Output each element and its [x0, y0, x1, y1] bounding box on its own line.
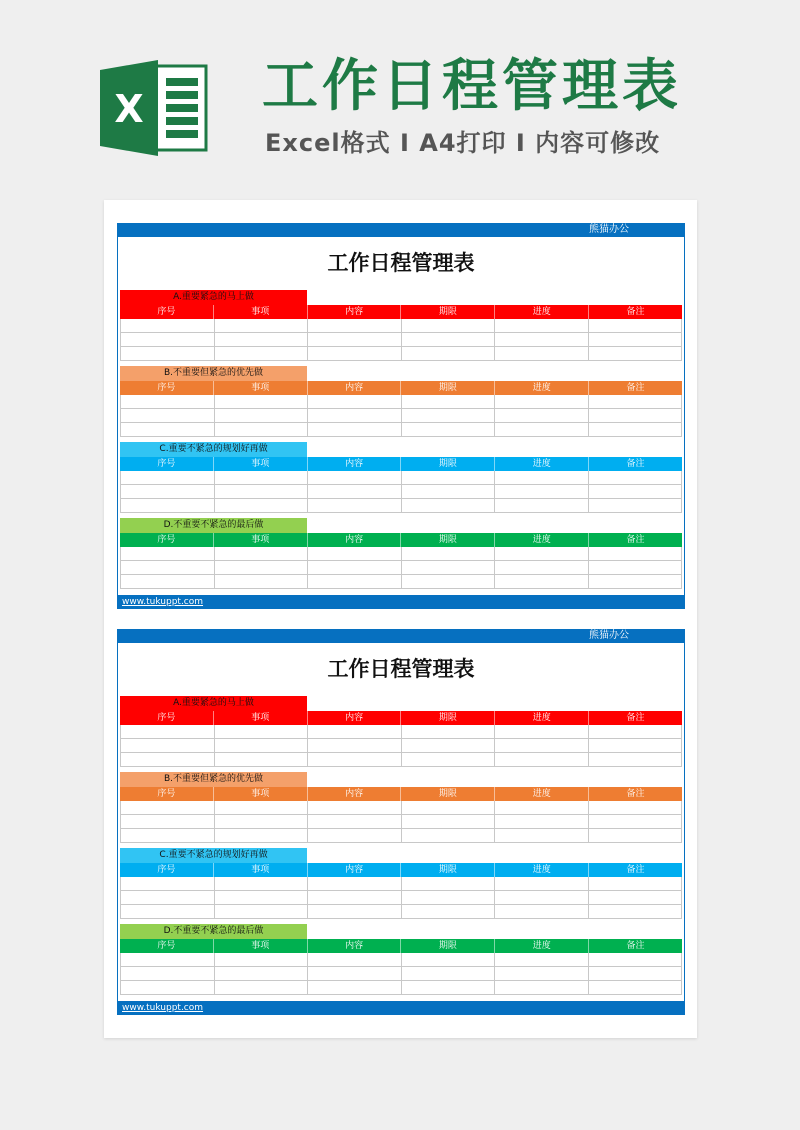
column-header: 序号	[120, 787, 214, 801]
table-cell[interactable]	[308, 829, 402, 843]
table-cell[interactable]	[495, 423, 589, 437]
table-cell[interactable]	[120, 753, 215, 767]
section-header-row	[120, 863, 682, 877]
column-header: 进度	[495, 533, 589, 547]
table-cell[interactable]	[308, 395, 402, 409]
table-row	[120, 547, 682, 561]
table-row	[120, 815, 682, 829]
document-paper	[104, 200, 697, 1038]
section-label: C.重要不紧急的规划好再做	[120, 848, 307, 863]
table-cell[interactable]	[402, 829, 496, 843]
table-cell[interactable]	[495, 319, 589, 333]
sheet-bottom-bar	[117, 595, 685, 609]
website-link[interactable]: www.tukuppt.com	[122, 1003, 204, 1013]
column-header: 事项	[214, 533, 308, 547]
table-cell[interactable]	[120, 347, 215, 361]
schedule-sheet-1	[117, 223, 685, 609]
column-header: 内容	[308, 381, 402, 395]
table-row	[120, 395, 682, 409]
table-cell[interactable]	[589, 725, 683, 739]
table-cell[interactable]	[402, 485, 496, 499]
column-header: 事项	[214, 787, 308, 801]
sheet-title: 工作日程管理表	[327, 251, 475, 275]
column-header: 期限	[401, 711, 495, 725]
table-cell[interactable]	[402, 575, 496, 589]
table-cell[interactable]	[402, 333, 496, 347]
table-cell[interactable]	[589, 891, 683, 905]
column-header: 事项	[214, 939, 308, 953]
section-header-row	[120, 533, 682, 547]
table-cell[interactable]	[215, 471, 309, 485]
column-header: 事项	[214, 711, 308, 725]
column-header: 序号	[120, 863, 214, 877]
table-cell[interactable]	[495, 561, 589, 575]
column-header: 序号	[120, 381, 214, 395]
table-cell[interactable]	[402, 471, 496, 485]
table-cell[interactable]	[215, 395, 309, 409]
table-cell[interactable]	[402, 725, 496, 739]
table-cell[interactable]	[215, 561, 309, 575]
table-cell[interactable]	[308, 967, 402, 981]
table-cell[interactable]	[589, 547, 683, 561]
table-cell[interactable]	[495, 347, 589, 361]
table-row	[120, 423, 682, 437]
table-cell[interactable]	[215, 575, 309, 589]
table-cell[interactable]	[495, 967, 589, 981]
table-cell[interactable]	[402, 423, 496, 437]
table-cell[interactable]	[402, 347, 496, 361]
table-cell[interactable]	[308, 347, 402, 361]
table-row	[120, 967, 682, 981]
sheet-border-right	[684, 643, 685, 1001]
excel-logo-icon	[100, 58, 210, 158]
section-label: B.不重要但紧急的优先做	[120, 366, 307, 381]
table-cell[interactable]	[402, 801, 496, 815]
table-row	[120, 905, 682, 919]
table-row	[120, 347, 682, 361]
table-cell[interactable]	[308, 561, 402, 575]
table-cell[interactable]	[402, 981, 496, 995]
brand-label: 熊猫办公	[589, 224, 629, 235]
section-label: A.重要紧急的马上做	[120, 290, 307, 305]
table-cell[interactable]	[215, 877, 309, 891]
table-cell[interactable]	[120, 905, 215, 919]
column-header: 进度	[495, 863, 589, 877]
table-cell[interactable]	[215, 967, 309, 981]
table-cell[interactable]	[495, 877, 589, 891]
table-row	[120, 981, 682, 995]
column-header: 期限	[401, 457, 495, 471]
section-header-row	[120, 711, 682, 725]
table-cell[interactable]	[589, 575, 683, 589]
table-cell[interactable]	[495, 499, 589, 513]
table-row	[120, 753, 682, 767]
table-cell[interactable]	[120, 575, 215, 589]
column-header: 期限	[401, 305, 495, 319]
table-cell[interactable]	[402, 891, 496, 905]
table-cell[interactable]	[120, 409, 215, 423]
table-cell[interactable]	[215, 953, 309, 967]
table-cell[interactable]	[215, 319, 309, 333]
table-cell[interactable]	[589, 967, 683, 981]
table-cell[interactable]	[308, 575, 402, 589]
section-rows	[120, 547, 682, 589]
sheet-border-left	[117, 643, 118, 1001]
column-header: 序号	[120, 457, 214, 471]
column-header: 进度	[495, 381, 589, 395]
table-cell[interactable]	[308, 981, 402, 995]
column-header: 备注	[626, 535, 645, 545]
table-cell[interactable]	[308, 753, 402, 767]
section-header-row	[120, 305, 682, 319]
column-header: 序号	[120, 939, 214, 953]
table-cell[interactable]	[589, 333, 683, 347]
column-header: 期限	[401, 863, 495, 877]
column-header: 内容	[308, 787, 402, 801]
table-cell[interactable]	[215, 485, 309, 499]
table-cell[interactable]	[589, 905, 683, 919]
table-cell[interactable]	[402, 877, 496, 891]
table-row	[120, 485, 682, 499]
section-label: D.不重要不紧急的最后做	[120, 924, 307, 939]
table-row	[120, 953, 682, 967]
sheet-border-right	[684, 237, 685, 595]
table-cell[interactable]	[402, 319, 496, 333]
table-cell[interactable]	[215, 829, 309, 843]
section-label: A.重要紧急的马上做	[120, 696, 307, 711]
column-header: 备注	[626, 307, 645, 317]
table-cell[interactable]	[589, 829, 683, 843]
table-cell[interactable]	[120, 815, 215, 829]
table-cell[interactable]	[308, 905, 402, 919]
table-cell[interactable]	[215, 423, 309, 437]
table-cell[interactable]	[215, 499, 309, 513]
column-header: 序号	[120, 533, 214, 547]
column-header: 进度	[495, 305, 589, 319]
table-cell[interactable]	[402, 395, 496, 409]
section-rows	[120, 953, 682, 995]
column-header: 事项	[214, 305, 308, 319]
table-cell[interactable]	[589, 561, 683, 575]
table-cell[interactable]	[495, 981, 589, 995]
table-cell[interactable]	[120, 423, 215, 437]
sheet-border-left	[117, 237, 118, 595]
column-header: 序号	[120, 711, 214, 725]
column-header: 进度	[495, 711, 589, 725]
table-cell[interactable]	[495, 953, 589, 967]
table-cell[interactable]	[215, 815, 309, 829]
table-cell[interactable]	[495, 575, 589, 589]
table-cell[interactable]	[120, 561, 215, 575]
column-header: 内容	[308, 711, 402, 725]
table-cell[interactable]	[308, 319, 402, 333]
sheet-top-bar	[117, 223, 685, 237]
table-cell[interactable]	[589, 471, 683, 485]
sheet-top-bar	[117, 629, 685, 643]
column-header: 备注	[626, 865, 645, 875]
table-cell[interactable]	[120, 829, 215, 843]
table-cell[interactable]	[308, 877, 402, 891]
column-header: 内容	[308, 533, 402, 547]
table-row	[120, 801, 682, 815]
table-cell[interactable]	[215, 801, 309, 815]
table-cell[interactable]	[308, 485, 402, 499]
table-row	[120, 829, 682, 843]
table-cell[interactable]	[308, 333, 402, 347]
sheet-title: 工作日程管理表	[327, 657, 475, 681]
brand-label: 熊猫办公	[589, 630, 629, 641]
table-cell[interactable]	[589, 801, 683, 815]
table-cell[interactable]	[120, 333, 215, 347]
column-header: 事项	[214, 457, 308, 471]
table-row	[120, 561, 682, 575]
table-cell[interactable]	[120, 485, 215, 499]
table-cell[interactable]	[402, 967, 496, 981]
section-rows	[120, 471, 682, 513]
table-cell[interactable]	[308, 739, 402, 753]
svg-text:X: X	[114, 87, 144, 131]
table-cell[interactable]	[308, 801, 402, 815]
table-cell[interactable]	[402, 753, 496, 767]
table-cell[interactable]	[215, 347, 309, 361]
column-header: 内容	[308, 939, 402, 953]
column-header: 期限	[401, 939, 495, 953]
table-cell[interactable]	[120, 953, 215, 967]
table-row	[120, 891, 682, 905]
table-cell[interactable]	[495, 395, 589, 409]
table-cell[interactable]	[589, 347, 683, 361]
table-cell[interactable]	[308, 423, 402, 437]
column-header: 内容	[308, 863, 402, 877]
table-cell[interactable]	[120, 739, 215, 753]
table-cell[interactable]	[215, 905, 309, 919]
column-header: 期限	[401, 381, 495, 395]
table-cell[interactable]	[120, 725, 215, 739]
table-cell[interactable]	[495, 409, 589, 423]
table-cell[interactable]	[215, 739, 309, 753]
table-cell[interactable]	[120, 395, 215, 409]
section-header-row	[120, 787, 682, 801]
table-cell[interactable]	[495, 547, 589, 561]
table-cell[interactable]	[402, 561, 496, 575]
table-cell[interactable]	[308, 471, 402, 485]
sheet-bottom-bar	[117, 1001, 685, 1015]
table-cell[interactable]	[589, 423, 683, 437]
table-cell[interactable]	[120, 499, 215, 513]
table-cell[interactable]	[402, 953, 496, 967]
section-rows	[120, 801, 682, 843]
table-cell[interactable]	[308, 953, 402, 967]
table-cell[interactable]	[308, 891, 402, 905]
section-label: D.不重要不紧急的最后做	[120, 518, 307, 533]
section-rows	[120, 319, 682, 361]
table-cell[interactable]	[589, 739, 683, 753]
table-cell[interactable]	[402, 409, 496, 423]
table-cell[interactable]	[215, 333, 309, 347]
table-cell[interactable]	[308, 815, 402, 829]
table-cell[interactable]	[120, 319, 215, 333]
section-rows	[120, 725, 682, 767]
table-cell[interactable]	[120, 891, 215, 905]
table-row	[120, 471, 682, 485]
table-row	[120, 877, 682, 891]
table-cell[interactable]	[402, 739, 496, 753]
table-cell[interactable]	[308, 499, 402, 513]
table-cell[interactable]	[589, 953, 683, 967]
table-cell[interactable]	[495, 801, 589, 815]
table-cell[interactable]	[495, 891, 589, 905]
column-header: 内容	[308, 305, 402, 319]
table-cell[interactable]	[495, 485, 589, 499]
column-header: 内容	[308, 457, 402, 471]
website-link[interactable]: www.tukuppt.com	[122, 597, 204, 607]
table-cell[interactable]	[589, 319, 683, 333]
column-header: 进度	[495, 787, 589, 801]
section-rows	[120, 877, 682, 919]
table-row	[120, 409, 682, 423]
column-header: 备注	[626, 789, 645, 799]
table-cell[interactable]	[120, 471, 215, 485]
schedule-sheet-2	[117, 629, 685, 1015]
table-cell[interactable]	[402, 905, 496, 919]
table-cell[interactable]	[495, 905, 589, 919]
table-cell[interactable]	[495, 333, 589, 347]
table-cell[interactable]	[589, 981, 683, 995]
table-cell[interactable]	[589, 409, 683, 423]
table-cell[interactable]	[215, 891, 309, 905]
table-cell[interactable]	[495, 725, 589, 739]
table-cell[interactable]	[215, 725, 309, 739]
page-title: 工作日程管理表	[262, 54, 682, 119]
table-cell[interactable]	[120, 967, 215, 981]
column-header: 期限	[401, 533, 495, 547]
table-cell[interactable]	[589, 815, 683, 829]
column-header: 备注	[626, 941, 645, 951]
table-row	[120, 725, 682, 739]
column-header: 进度	[495, 457, 589, 471]
table-cell[interactable]	[589, 753, 683, 767]
table-row	[120, 739, 682, 753]
table-cell[interactable]	[215, 547, 309, 561]
column-header: 备注	[626, 383, 645, 393]
table-cell[interactable]	[120, 801, 215, 815]
table-cell[interactable]	[215, 753, 309, 767]
column-header: 进度	[495, 939, 589, 953]
table-cell[interactable]	[120, 981, 215, 995]
table-cell[interactable]	[215, 981, 309, 995]
table-cell[interactable]	[495, 829, 589, 843]
table-cell[interactable]	[120, 547, 215, 561]
table-cell[interactable]	[308, 725, 402, 739]
section-header-row	[120, 939, 682, 953]
page-subtitle: Excel格式 Ⅰ A4打印 Ⅰ 内容可修改	[265, 129, 661, 157]
column-header: 事项	[214, 381, 308, 395]
table-row	[120, 333, 682, 347]
section-rows	[120, 395, 682, 437]
column-header: 备注	[626, 713, 645, 723]
column-header: 期限	[401, 787, 495, 801]
table-cell[interactable]	[495, 815, 589, 829]
table-cell[interactable]	[308, 409, 402, 423]
table-cell[interactable]	[589, 499, 683, 513]
table-cell[interactable]	[308, 547, 402, 561]
table-cell[interactable]	[495, 739, 589, 753]
table-cell[interactable]	[402, 499, 496, 513]
table-cell[interactable]	[589, 877, 683, 891]
column-header: 序号	[120, 305, 214, 319]
table-row	[120, 319, 682, 333]
table-cell[interactable]	[402, 815, 496, 829]
section-header-row	[120, 381, 682, 395]
table-cell[interactable]	[589, 395, 683, 409]
column-header: 事项	[214, 863, 308, 877]
section-header-row	[120, 457, 682, 471]
table-cell[interactable]	[402, 547, 496, 561]
table-cell[interactable]	[495, 471, 589, 485]
section-label: B.不重要但紧急的优先做	[120, 772, 307, 787]
table-cell[interactable]	[589, 485, 683, 499]
table-row	[120, 575, 682, 589]
column-header: 备注	[626, 459, 645, 469]
table-cell[interactable]	[120, 877, 215, 891]
table-cell[interactable]	[215, 409, 309, 423]
table-row	[120, 499, 682, 513]
section-label: C.重要不紧急的规划好再做	[120, 442, 307, 457]
table-cell[interactable]	[495, 753, 589, 767]
